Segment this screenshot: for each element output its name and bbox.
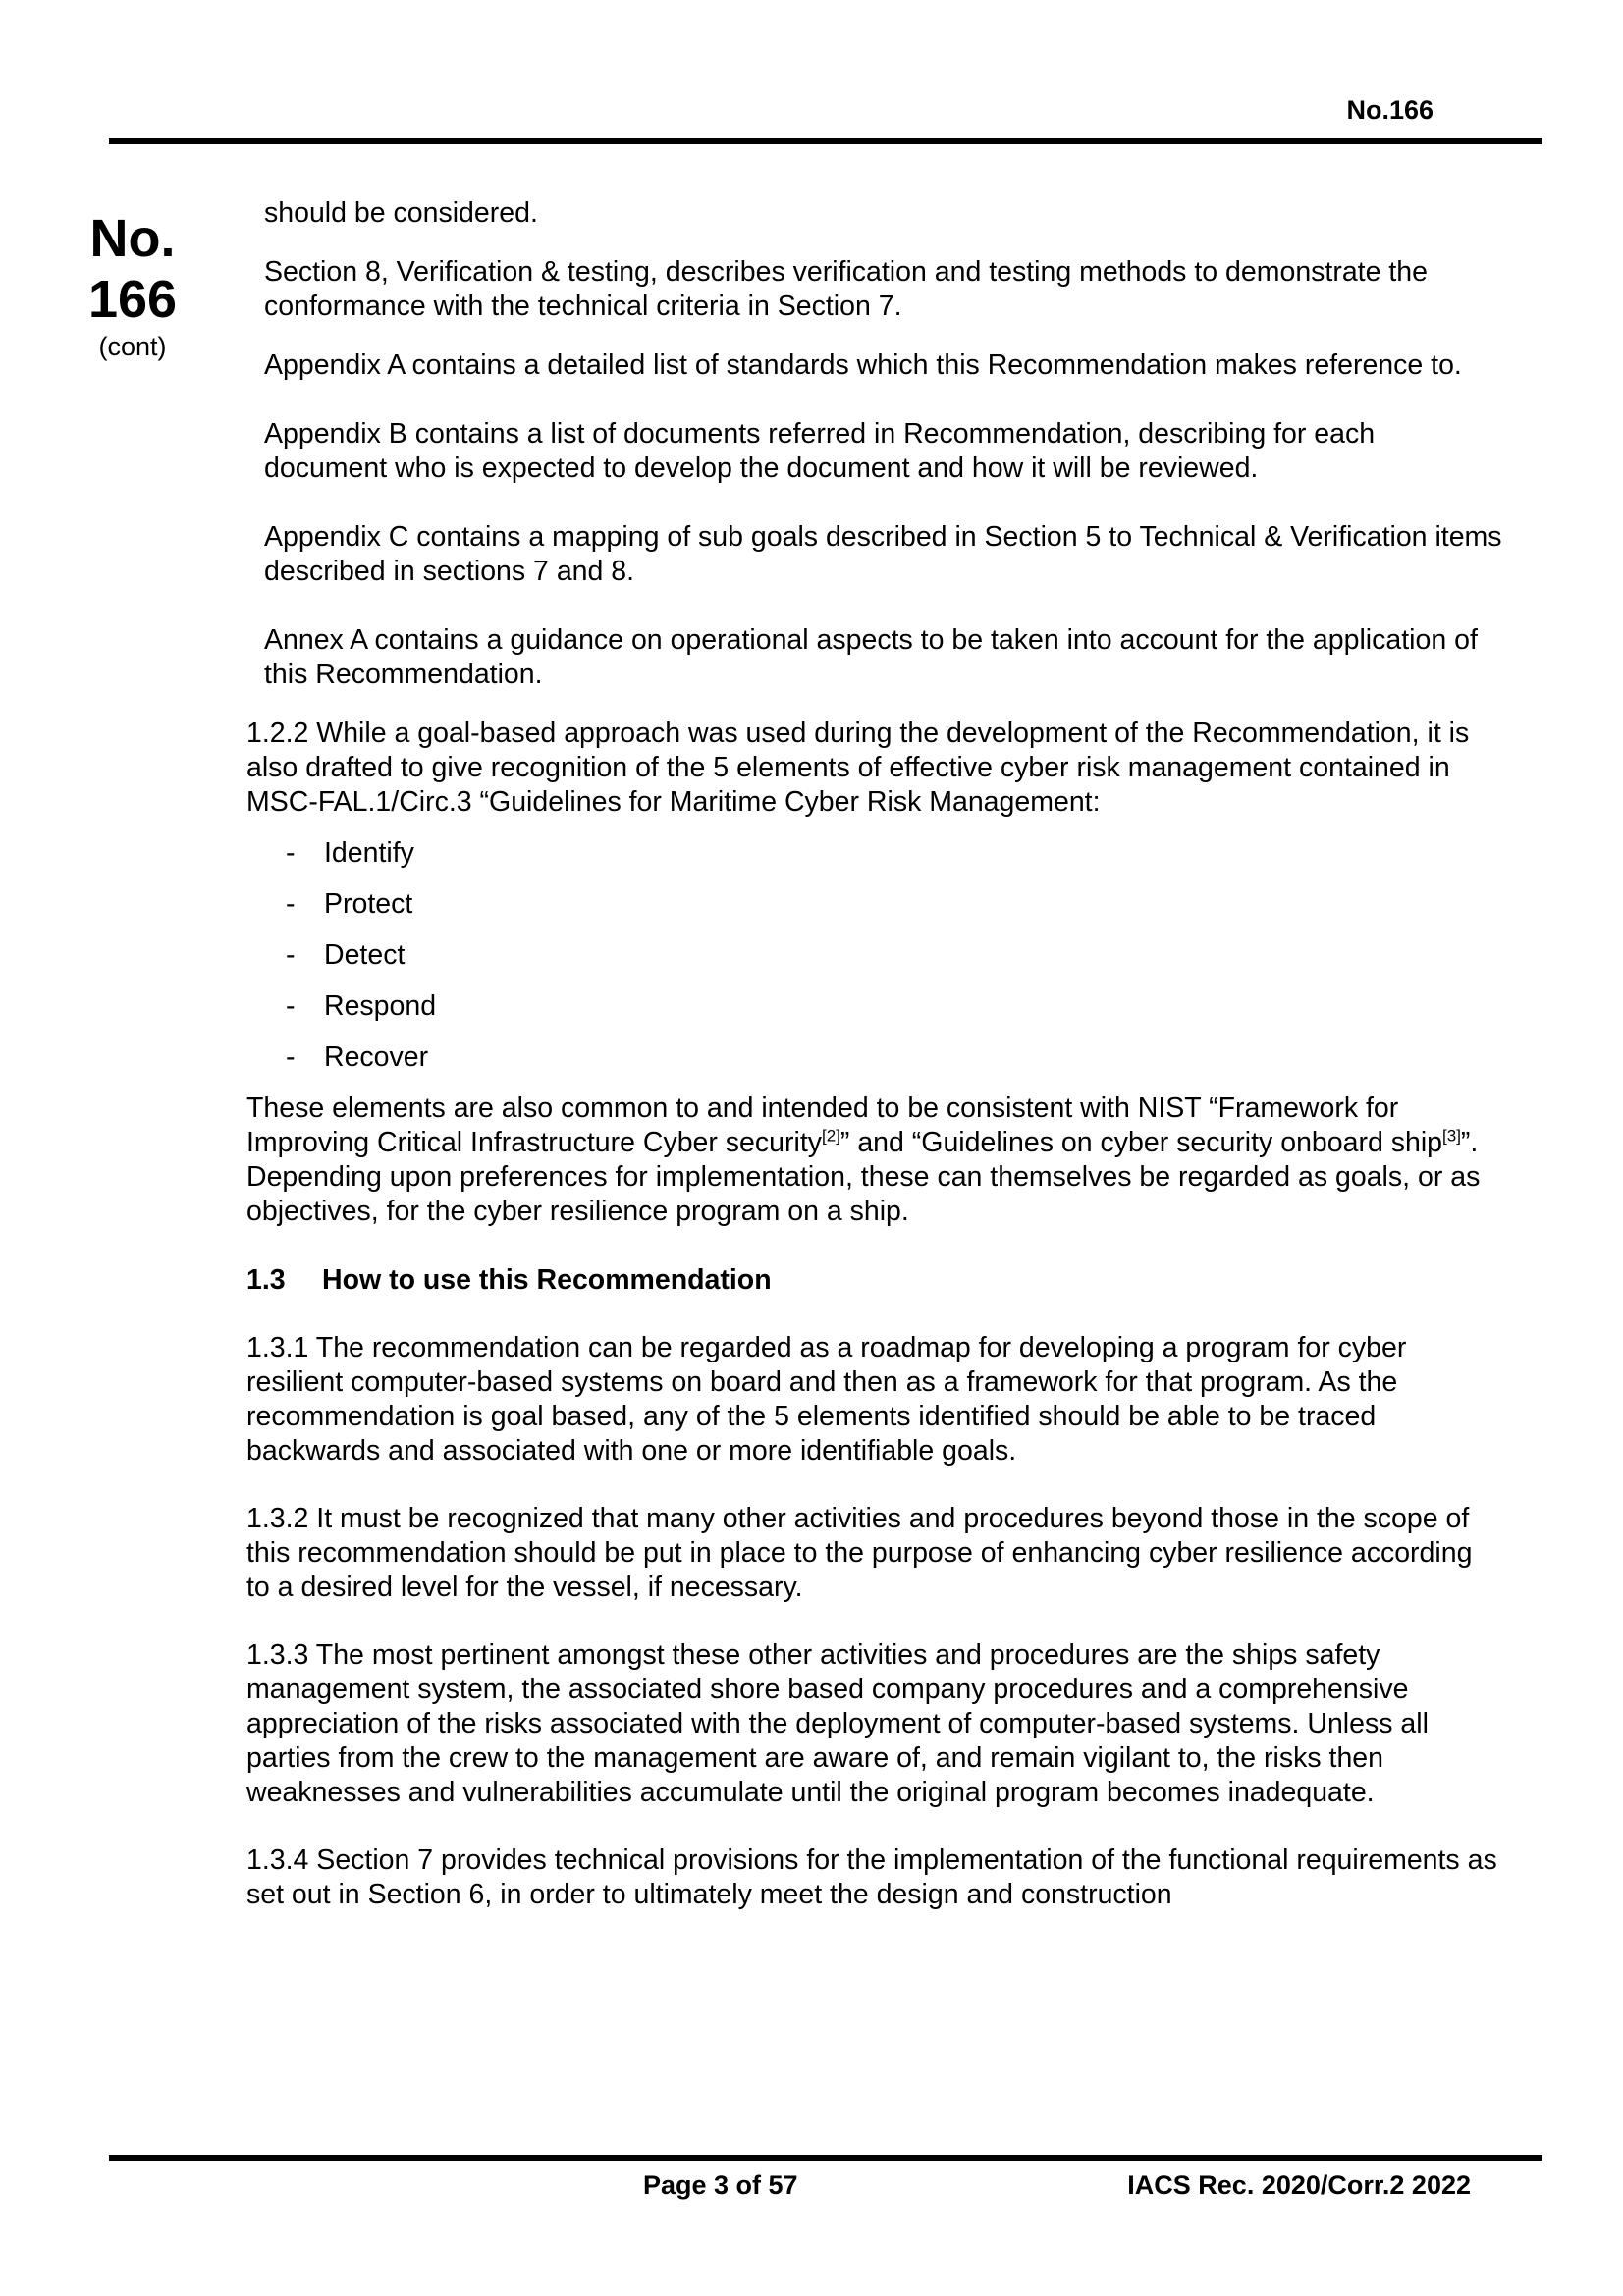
paragraph: 1.3.3 The most pertinent amongst these other activities and procedures are the ships safety management system, the associated shore based company procedures and a comprehensive appreciation of the risks associated with the deployment of computer-based systems. Unless all parties from the crew to the management are aware of, and remain vigilant to, the risks then weaknesses and vulnerabilities accumulate until the original program becomes inadequate.	[246, 1639, 1429, 1808]
paragraph: 1.2.2 While a goal-based approach was used during the development of the Recommendation, it is also drafted to give recognition of the 5 elements of effective cyber risk management contained in MSC-FAL.1/Circ.3 “Guidelines for Maritime Cyber Risk Management:	[246, 718, 1470, 818]
paragraph: 1.3.1 The recommendation can be regarded as a roadmap for developing a program for cyber resilient computer-based systems on board and then as a framework for that program. As the recommendation is goal based, any of the 5 elements identified should be able to be traced backwards and associated with one or more identifiable goals.	[246, 1332, 1407, 1467]
list-dash: -	[286, 1041, 296, 1073]
paragraph: Appendix A contains a detailed list of standards which this Recommendation makes reference to.	[264, 349, 1462, 381]
list-item-text: Recover	[324, 1041, 429, 1073]
reference-marker: [3]	[1442, 1126, 1461, 1146]
list-item-text: Detect	[324, 939, 406, 971]
paragraph: 1.3.4 Section 7 provides technical provisions for the implementation of the functional requirements as set out in Section 6, in order to ultimately meet the design and construction	[246, 1844, 1497, 1910]
list-item-text: Identify	[324, 837, 414, 869]
list-dash: -	[286, 939, 296, 971]
footer-page-number: Page 3 of 57	[643, 2170, 798, 2200]
paragraph: Appendix B contains a list of documents referred in Recommendation, describing for each document who is expected to develop the document and how it will be reviewed.	[264, 418, 1376, 484]
list-dash: -	[286, 837, 296, 869]
header-rule	[109, 138, 1542, 144]
section-heading	[246, 1263, 1503, 1298]
sidebar-no-label: No.	[89, 209, 176, 268]
header-doc-number: No.166	[1346, 95, 1434, 125]
paragraph: Appendix C contains a mapping of sub goals described in Section 5 to Technical & Verification items described in sections 7 and 8.	[264, 521, 1502, 587]
reference-marker: [2]	[822, 1126, 840, 1146]
list-item	[246, 1041, 1503, 1075]
paragraph: Section 8, Verification & testing, describes verification and testing methods to demonstrate the conformance with the technical criteria in Section 7.	[264, 256, 1428, 322]
element-list	[246, 836, 1503, 1075]
list-item-text: Protect	[324, 888, 413, 920]
list-item-text: Respond	[324, 990, 437, 1022]
list-item	[246, 938, 1503, 973]
paragraph: should be considered.	[264, 197, 538, 229]
list-item	[246, 836, 1503, 871]
list-item	[246, 989, 1503, 1024]
paragraph: 1.3.2 It must be recognized that many other activities and procedures beyond those in the scope of this recommendation should be put in place to the purpose of enhancing cyber resilience according to a desired level for the vessel, if necessary.	[246, 1503, 1473, 1603]
footer-rec-id: IACS Rec. 2020/Corr.2 2022	[1127, 2170, 1471, 2200]
section-title: How to use this Recommendation	[322, 1264, 772, 1296]
main-content	[246, 196, 1503, 1912]
paragraph: Annex A contains a guidance on operational aspects to be taken into account for the application of this Recommendation.	[264, 624, 1478, 690]
sidebar-number: 166	[87, 270, 178, 329]
sidebar-doc-id	[79, 208, 187, 362]
list-dash: -	[286, 990, 296, 1022]
list-dash: -	[286, 888, 296, 920]
list-item	[246, 887, 1503, 922]
paragraph: These elements are also common to and intended to be consistent with NIST “Framework for Improving Critical Infrastructure Cyber security[2]” and “Guidelines on cyber security onboard ship[3]”. Depending upon preferences for implementation, these can themselves be regarded as goals, or as objectives, for the cyber resilience program on a ship.	[246, 1093, 1481, 1227]
footer-rule	[109, 2155, 1542, 2161]
section-number: 1.3	[246, 1264, 286, 1296]
sidebar-cont: (cont)	[98, 332, 167, 361]
